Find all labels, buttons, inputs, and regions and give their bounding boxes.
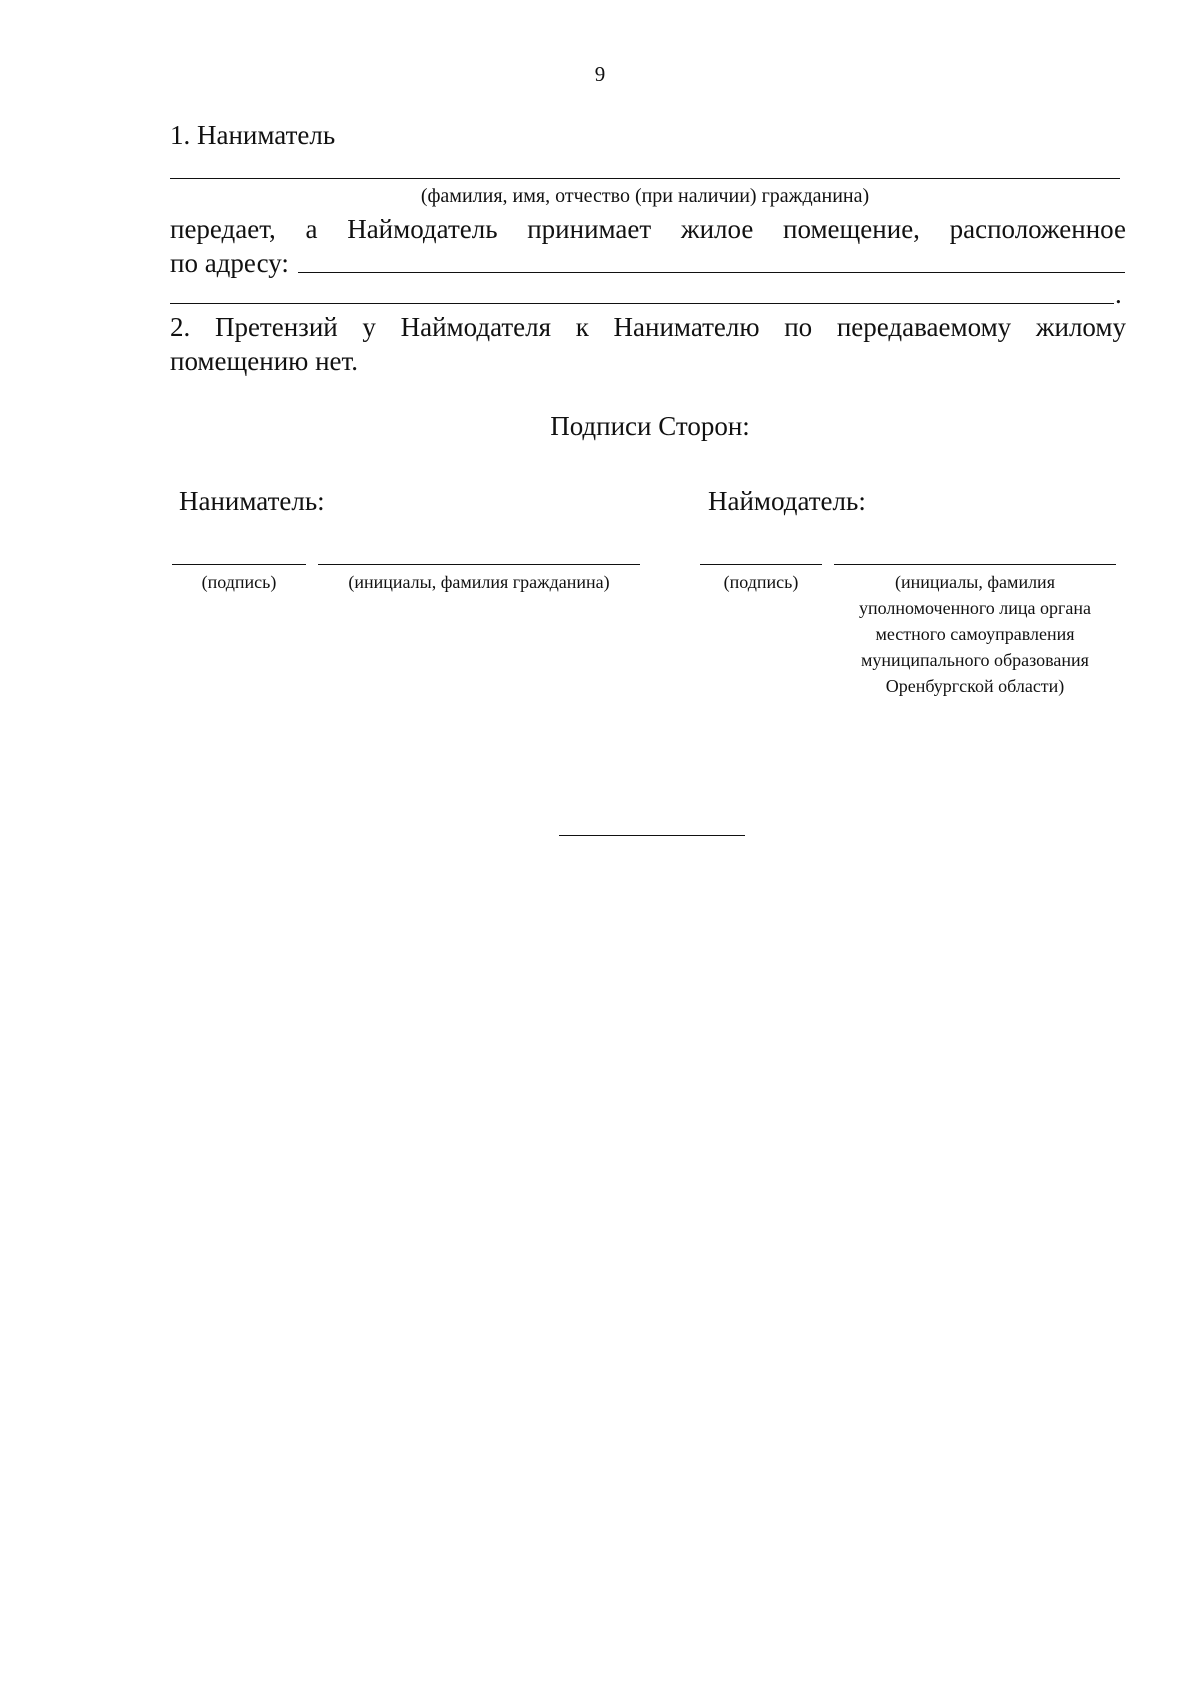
landlord-caption-line: муниципального образования: [861, 650, 1089, 670]
tenant-name-line: [318, 564, 640, 565]
landlord-caption-line: местного самоуправления: [875, 624, 1075, 644]
page-number: 9: [594, 62, 606, 86]
landlord-name-line: [834, 564, 1116, 565]
landlord-caption-line: Оренбургской области): [885, 676, 1065, 696]
clause-2-text: 2. Претензий у Наймодателя к Нанимателю по передаваемому жилому: [170, 312, 1126, 342]
landlord-signature-caption: (подпись): [723, 572, 799, 592]
address-end-punct: .: [1115, 279, 1122, 309]
address-prefix: по адресу:: [170, 248, 289, 278]
name-caption: (фамилия, имя, отчество (при наличии) гражданина): [420, 185, 870, 207]
name-blank-line: [170, 178, 1120, 179]
landlord-caption-line: уполномоченного лица органа: [858, 598, 1092, 618]
clause-1-heading: 1. Наниматель: [170, 120, 336, 150]
landlord-label: Наймодатель:: [708, 486, 866, 516]
tenant-name-caption: (инициалы, фамилия гражданина): [348, 572, 610, 592]
tenant-signature-caption: (подпись): [201, 572, 277, 592]
tenant-label: Наниматель:: [179, 486, 325, 516]
landlord-name-caption: [815, 569, 1135, 699]
clause-1-text: передает, а Наймодатель принимает жилое помещение, расположенное: [170, 214, 1126, 244]
address-blank-line-2: [170, 303, 1114, 304]
signatures-title: Подписи Сторон:: [550, 411, 750, 441]
closing-separator-line: [559, 835, 745, 836]
clause-2-text-cont: помещению нет.: [170, 346, 359, 376]
tenant-signature-line: [172, 564, 306, 565]
address-blank-line: [298, 272, 1125, 273]
landlord-caption-line: (инициалы, фамилия: [895, 572, 1055, 592]
landlord-signature-line: [700, 564, 822, 565]
